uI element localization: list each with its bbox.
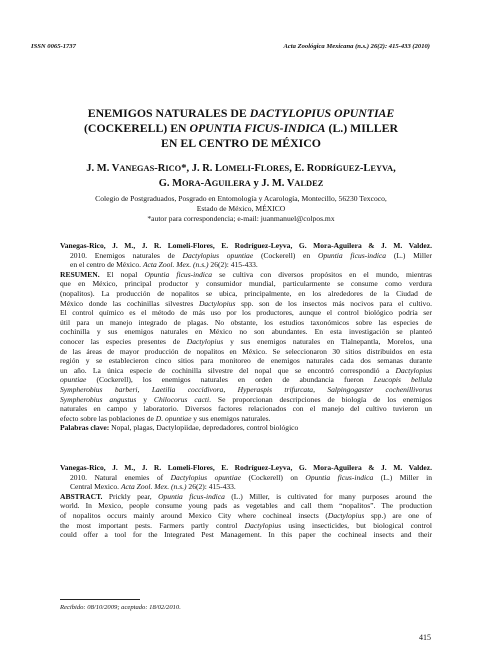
abstract-line: cochinilla y sus enemigos naturales en México no son abundantes. En esta investigación se planteó bbox=[60, 327, 432, 337]
affiliation-line-1: Colegio de Postgraduados, Posgrado en Entomología y Acarología, Montecillo, 56230 Texcoco, bbox=[95, 194, 387, 203]
corresponding-email: *autor para correspondencia; e-mail: juanmanuel@colpos.mx bbox=[147, 214, 335, 223]
abstract-line: de las áreas de mayor producción de nopalitos en México. Se seleccionaron 30 sitios distribuidos en esta bbox=[60, 346, 432, 356]
abstract-line: opuntiae (Cockerell), los enemigos naturales en orden de abundancia fueron Leucopis bellula bbox=[60, 375, 432, 385]
abstract-line: ABSTRACT. Prickly pear, Opuntia ficus-indica (L.) Miller, is cultivated for many purposes around the bbox=[60, 491, 432, 501]
abstract-line: México donde las cochinillas silvestres Dactylopius spp. son de los insectos más nocivos para el cultivo. bbox=[60, 298, 432, 308]
spanish-abstract bbox=[60, 241, 432, 433]
footnote-divider bbox=[60, 599, 140, 600]
english-abstract bbox=[60, 463, 432, 540]
abstract-line: world. In Mexico, people consume young pads as vegetables and call them “nopalitos”. The production bbox=[60, 501, 432, 511]
affiliation-line-2: Estado de México, MÉXICO bbox=[196, 204, 286, 213]
citation-line: 2010. Enemigos naturales de Dactylopius opuntiae (Cockerell) en Opuntia ficus-indica (L.) Miller bbox=[70, 250, 432, 260]
article-title-line-2: (COCKERELL) EN OPUNTIA FICUS-INDICA (L.) MILLER bbox=[84, 121, 398, 135]
abstract-line: could offer a tool for the Integrated Pest Management. In this paper the cochineal insects and their bbox=[60, 530, 432, 540]
abstract-line: conocer las especies presentes de Dactylopius y sus enemigos naturales en Tlalnepantla, Morelos, una bbox=[60, 336, 432, 346]
abstract-line: Sympherobius angustus y Chilocorus cacti. Se proporcionan descripciones de biología de los enemigos bbox=[60, 394, 432, 404]
article-title-line-1: ENEMIGOS NATURALES DE DACTYLOPIUS OPUNTIAE bbox=[87, 106, 395, 120]
received-accepted-note: Recibido: 08/10/2009; aceptado: 18/02/2010. bbox=[60, 604, 181, 611]
authors-line-2: G. MORA-AGUILERA y J. M. VALDEZ bbox=[158, 178, 324, 189]
abstract-line: naturales en campo y laboratorio. Diversos factores relacionados con el manejo del cultivo tuvieron un bbox=[60, 404, 432, 414]
citation-authors: Vanegas-Rico, J. M., J. R. Lomeli-Flores, E. Rodríguez-Leyva, G. Mora-Aguilera & J. M. Valdez. bbox=[60, 241, 432, 250]
abstract-line: El control químico es el método de más uso por los productores, aunque el control biológico podría ser bbox=[60, 308, 432, 318]
abstract-line: región y se establecieron cinco sitios para monitoreo de enemigos naturales cada dos semanas durante bbox=[60, 356, 432, 366]
citation-line: 2010. Natural enemies of Dactylopius opuntiae (Cockerell) on Opuntia ficus-indica (L.) Miller in bbox=[70, 472, 432, 482]
issn-header: ISSN 0065-1737 bbox=[31, 43, 76, 50]
abstract-line: un año. La única especie de cochinilla silvestre del nopal que se encontró correspondió a Dactylopius bbox=[60, 365, 432, 375]
abstract-line: útil para un manejo integrado de plagas. No obstante, los estudios taxonómicos sobre las especies de bbox=[60, 317, 432, 327]
journal-header: Acta Zoológica Mexicana (n.s.) 26(2): 415-433 (2010) bbox=[283, 43, 430, 50]
page-number: 415 bbox=[419, 633, 431, 642]
keywords: Palabras clave: Nopal, plagas, Dactylopiidae, depredadores, control biológico bbox=[60, 423, 299, 433]
abstract-line: the most important pests. Farmers partly control Dactylopius using insecticides, but biological control bbox=[60, 520, 432, 530]
abstract-line: efecto sobre las poblaciones de D. opuntiae y sus enemigos naturales. bbox=[60, 413, 271, 423]
abstract-line: que en México, principal productor y consumidor mundial, particularmente se consume como verdura bbox=[60, 279, 432, 289]
citation-authors: Vanegas-Rico, J. M., J. R. Lomeli-Flores, E. Rodríguez-Leyva, G. Mora-Aguilera & J. M. Valdez. bbox=[60, 463, 432, 472]
article-title-line-3: EN EL CENTRO DE MÉXICO bbox=[161, 136, 321, 150]
citation-line: Central Mexico. Acta Zool. Mex. (n.s.) 26(2): 415-433. bbox=[70, 482, 236, 492]
abstract-line: RESUMEN. El nopal Opuntia ficus-indica se cultiva con diversos propósitos en el mundo, mientras bbox=[60, 269, 432, 279]
authors-line-1: J. M. VANEGAS-RICO*, J. R. LOMELI-FLORES, E. RODRÍGUEZ-LEYVA, bbox=[86, 163, 396, 174]
abstract-line: Sympherobius barberi, Laetilia coccidivora, Hyperaspis trifurcata, Salpingogaster cochenillivorus bbox=[60, 384, 432, 394]
abstract-line: of nopalitos occurs mainly around Mexico City where cochineal insects (Dactylopius spp.) are one of bbox=[60, 510, 432, 520]
abstract-line: (nopalitos). La producción de nopalitos se ubica, principalmente, en los alrededores de la Ciudad de bbox=[60, 288, 432, 298]
citation-line: en el centro de México. Acta Zool. Mex. (n.s.) 26(2): 415-433. bbox=[70, 260, 258, 270]
